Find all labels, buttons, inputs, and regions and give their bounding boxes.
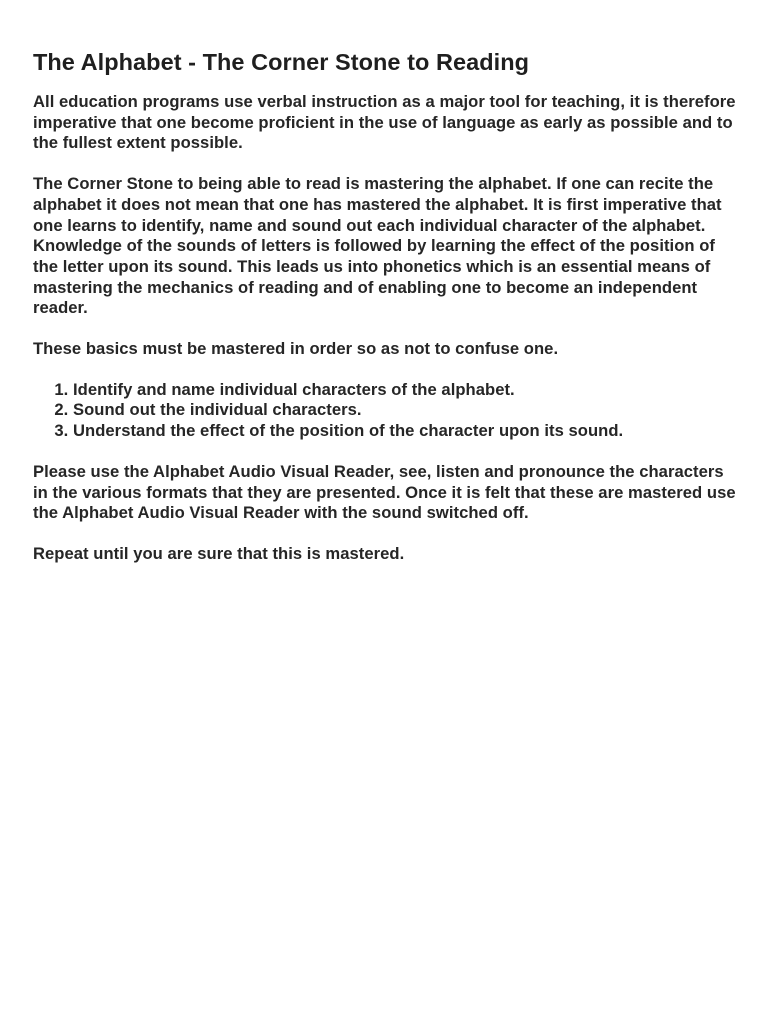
steps-list — [33, 380, 738, 442]
intro-paragraph: All education programs use verbal instruction as a major tool for teaching, it is therefore imperative that one become proficient in the use of language as early as possible and to the fullest extent possible. — [33, 92, 736, 153]
instructions-paragraph: Please use the Alphabet Audio Visual Reader, see, listen and pronounce the characters in the various formats that they are presented. Once it is felt that these are mastered use the Alphabet Audio Visual Reader with the sound switched off. — [33, 461, 736, 523]
repeat-paragraph: Repeat until you are sure that this is mastered. — [33, 543, 405, 563]
basics-paragraph: These basics must be mastered in order so as not to confuse one. — [33, 339, 559, 359]
list-item: 2. Sound out the individual characters. — [73, 400, 738, 421]
list-item: 3. Understand the effect of the position of the character upon its sound. — [73, 421, 738, 442]
list-item: 1. Identify and name individual characters of the alphabet. — [73, 380, 738, 401]
page-title: The Alphabet - The Corner Stone to Reading — [33, 49, 530, 75]
corner-stone-paragraph: The Corner Stone to being able to read is mastering the alphabet. If one can recite the alphabet it does not mean that one has mastered the alphabet. It is first imperative that one learns to identify, name and sound out each individual character of the alphabet. Knowledge of the sounds of letters is followed by learning the effect of the position of the letter upon its sound. This leads us into phonetics which is an essential means of mastering the mechanics of reading and of enabling one to become an independent reader. — [33, 174, 722, 318]
